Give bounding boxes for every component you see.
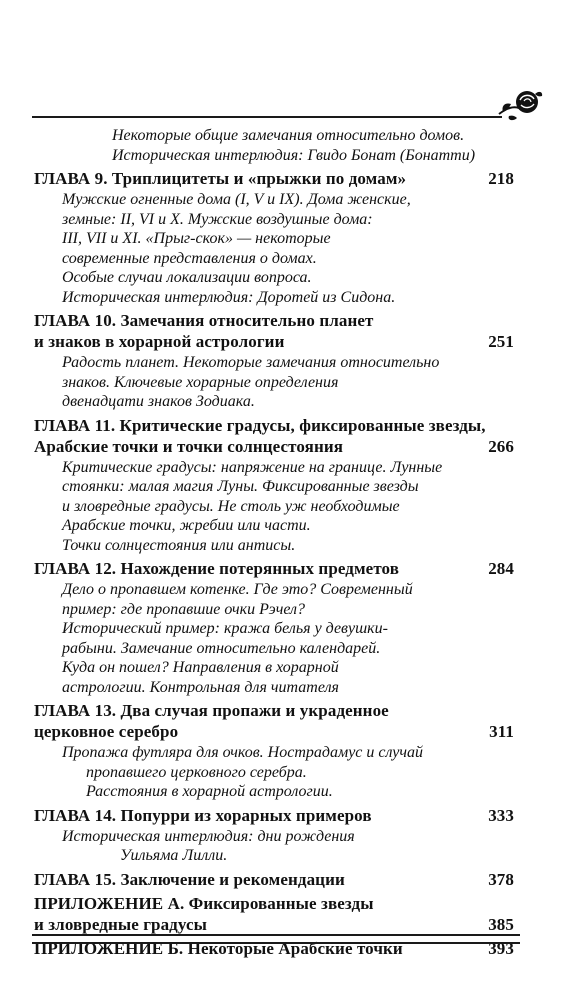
chapter-title-continued: и знаков в хорарной астрологии: [34, 332, 285, 351]
description-line: пример: где пропавшие очки Рэчел?: [62, 600, 306, 618]
chapter-heading: [34, 893, 514, 935]
description-line: Пропажа футляра для очков. Нострадамус и случай: [62, 744, 423, 761]
chapter-description: [34, 190, 514, 307]
description-line: рабыни. Замечание относительно календарей.: [62, 639, 381, 657]
chapter-title: ГЛАВА 13. Два случая пропажи и украденное: [34, 701, 389, 720]
chapter-heading: [34, 805, 514, 826]
chapter-title: ГЛАВА 14. Попурри из хорарных примеров: [34, 805, 372, 825]
chapter-description: [34, 458, 514, 556]
toc-entry-chapter-14: [34, 805, 514, 866]
page-number: 218: [488, 169, 514, 188]
chapter-title-continued: и зловредные градусы: [34, 914, 207, 934]
page-number: 378: [488, 869, 514, 889]
description-line: Куда он пошел? Направления в хорарной: [62, 659, 339, 676]
page-number: 385: [488, 914, 514, 934]
toc-entry-chapter-9: [34, 168, 514, 307]
description-line: Дело о пропавшем котенке. Где это? Современный: [62, 581, 413, 598]
description-line: Расстояния в хорарной астрологии.: [86, 783, 333, 800]
description-line: и зловредные градусы. Не столь уж необходимые: [62, 497, 400, 515]
chapter-title: ГЛАВА 9. Триплицитеты и «прыжки по домам»: [34, 169, 407, 188]
chapter-description: [34, 743, 514, 802]
description-line: знаков. Ключевые хорарные определения: [62, 373, 339, 391]
chapter-description: [34, 353, 514, 412]
page-number: 266: [488, 436, 514, 456]
chapter-title: ГЛАВА 12. Нахождение потерянных предметов: [34, 559, 400, 578]
page-number: 311: [489, 722, 514, 741]
description-line: стоянки: малая магия Луны. Фиксированные звезды: [62, 478, 419, 495]
description-line: Точки солнцестояния или антисы.: [62, 536, 296, 554]
page-number: 333: [488, 805, 514, 825]
description-line: Уильяма Лилли.: [120, 847, 228, 864]
intro-line: Историческая интерлюдия: Гвидо Бонат (Бонатти): [112, 146, 476, 164]
toc-entry-chapter-11: [34, 415, 514, 556]
header-rule: [32, 116, 502, 118]
description-line: Критические градусы: напряжение на границе. Лунные: [62, 458, 443, 476]
description-line: Особые случаи локализации вопроса.: [62, 269, 312, 286]
toc-entry-chapter-12: [34, 558, 514, 697]
chapter-heading: [34, 869, 514, 890]
chapter-description: [34, 827, 514, 866]
description-line: Радость планет. Некоторые замечания относительно: [62, 354, 440, 371]
chapter-heading: [34, 558, 514, 579]
chapter-title: ПРИЛОЖЕНИЕ А. Фиксированные звезды: [34, 893, 374, 913]
chapter-title: ГЛАВА 15. Заключение и рекомендации: [34, 869, 345, 889]
toc-entry-appendix-a: [34, 893, 514, 935]
description-line: пропавшего церковного серебра.: [86, 763, 307, 781]
page-number: 284: [488, 559, 514, 578]
description-line: земные: II, VI и X. Мужские воздушные дома:: [62, 210, 373, 228]
toc-entry-chapter-13: [34, 700, 514, 802]
chapter-title: ГЛАВА 11. Критические градусы, фиксированные звезды,: [34, 415, 486, 435]
chapter-heading: [34, 310, 514, 352]
chapter-title-continued: церковное серебро: [34, 722, 179, 741]
description-line: астрологии. Контрольная для читателя: [62, 678, 339, 696]
intro-line: Некоторые общие замечания относительно домов.: [112, 127, 465, 144]
description-line: III, VII и XI. «Прыг-скок» — некоторые: [62, 230, 331, 247]
table-of-contents: [34, 126, 514, 959]
chapter-heading: [34, 168, 514, 189]
page-number: 251: [488, 332, 514, 351]
description-line: Историческая интерлюдия: дни рождения: [62, 827, 355, 845]
description-line: Исторический пример: кража белья у девушки-: [62, 620, 388, 637]
chapter-title: ГЛАВА 10. Замечания относительно планет: [34, 311, 374, 330]
description-line: Историческая интерлюдия: Доротей из Сидона.: [62, 288, 396, 306]
page-number: 393: [488, 938, 514, 958]
toc-entry-chapter-10: [34, 310, 514, 412]
chapter-title: ПРИЛОЖЕНИЕ Б. Некоторые Арабские точки: [34, 938, 403, 958]
chapter-title-continued: Арабские точки и точки солнцестояния: [34, 436, 344, 456]
footer-rule: [32, 934, 520, 944]
rose-ornament-icon: [493, 84, 545, 124]
description-line: Мужские огненные дома (I, V и IX). Дома женские,: [62, 191, 411, 208]
description-line: Арабские точки, жребии или части.: [62, 517, 311, 534]
description-line: двенадцати знаков Зодиака.: [62, 393, 255, 410]
toc-entry-chapter-15: [34, 869, 514, 890]
chapter-heading: [34, 415, 514, 457]
chapter-description: [34, 580, 514, 697]
description-line: современные представления о домах.: [62, 249, 317, 267]
intro-description: [34, 126, 514, 165]
chapter-heading: [34, 700, 514, 742]
